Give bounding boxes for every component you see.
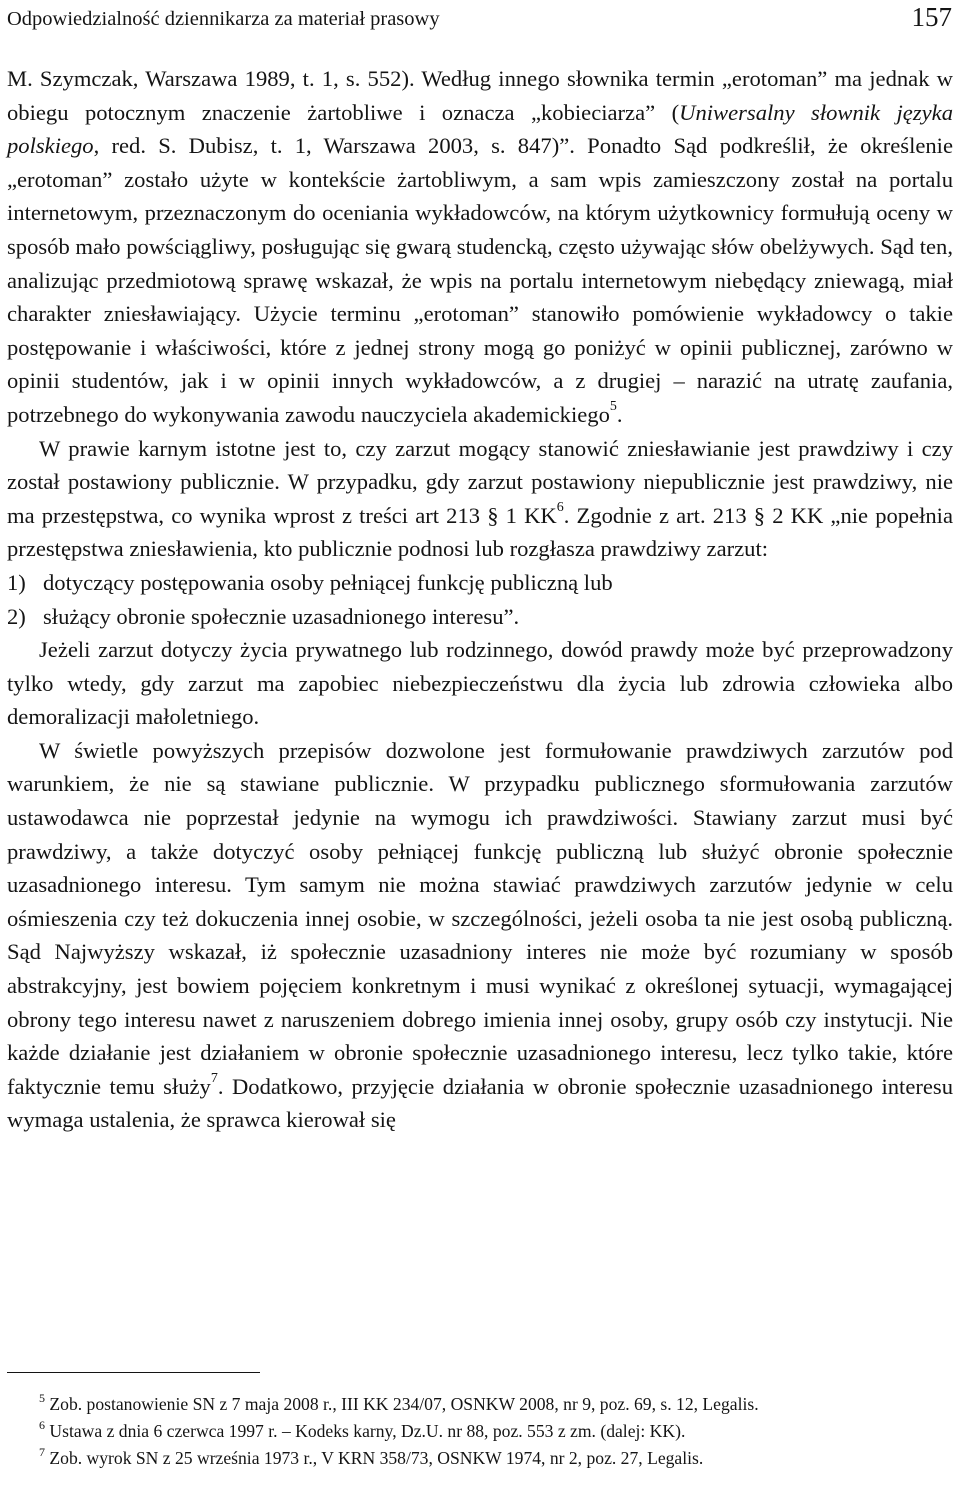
- list-item-number: 1): [7, 569, 26, 595]
- dictionary-title: Uniwersalny słownik języka polskiego: [7, 99, 953, 159]
- footnote-ref-7[interactable]: 7: [210, 1070, 218, 1086]
- footnote-separator: [7, 1372, 260, 1373]
- list-item-text: dotyczący postępowania osoby pełniącej funkcję publiczną lub: [43, 569, 613, 595]
- footnote-text: Ustawa z dnia 6 czerwca 1997 r. – Kodeks karny, Dz.U. nr 88, poz. 553 z zm. (dalej: KK).: [49, 1421, 686, 1441]
- page-number: 157: [911, 2, 952, 32]
- footnote-7: [7, 1445, 953, 1472]
- paragraph-1-text-c: .: [616, 401, 623, 427]
- paragraph-1: [7, 62, 953, 432]
- paragraph-1-text-a: M. Szymczak, Warszawa 1989, t. 1, s. 552). Według innego słownika termin „erotoman” ma jednak w obiegu potocznym znaczenie żartobliwe i oznacza „kobieciarza” (: [7, 66, 953, 125]
- list-item-text: służący obronie społecznie uzasadnionego interesu”.: [43, 603, 520, 629]
- footnote-mark: 7: [39, 1445, 45, 1459]
- footnote-text: Zob. wyrok SN z 25 września 1973 r., V KRN 358/73, OSNKW 1974, nr 2, poz. 27, Legalis.: [49, 1448, 704, 1468]
- paragraph-2-text-a: W prawie karnym istotne jest to, czy zarzut mogący stanowić zniesławianie jest prawdziwy i czy został postawiony publicznie. W przypadku, gdy zarzut postawiony niepublicznie jest prawdziwy, nie ma przestępstwa, co wynika wprost z treści art 213 § 1 KK: [7, 435, 953, 528]
- paragraph-4: [7, 734, 953, 1137]
- list-item-number: 2): [7, 603, 26, 629]
- paragraph-4-text-a: W świetle powyższych przepisów dozwolone jest formułowanie prawdziwych zarzutów pod warunkiem, że nie są stawiane publicznie. W przypadku publicznego sformułowania zarzutów ustawodawca nie poprzestał jedynie na wymogu ich prawdziwości. Stawiany zarzut musi być prawdziwy, a także dotyczyć osoby pełniącej funkcję publiczną lub służyć obronie społecznie uzasadnionego interesu. Tym samym nie można stawiać prawdziwych zarzutów jedynie w celu ośmieszenia czy też dokuczenia innej osobie, w szczególności, jeżeli osoba ta nie jest osobą publiczną. Sąd Najwyższy wskazał, iż społecznie uzasadniony interes nie może być rozumiany w sposób abstrakcyjny, jest bowiem pojęciem konkretnym i musi wynikać z określonej sytuacji, wymagającej obrony tego interesu nawet z naruszeniem dobrego imienia innej osoby, grupy osób czy instytucji. Nie każde działanie jest działaniem w obronie społecznie uzasadnionego interesu, lecz tylko takie, które faktycznie temu służy: [7, 737, 953, 1099]
- footnote-text: Zob. postanowienie SN z 7 maja 2008 r., III KK 234/07, OSNKW 2008, nr 9, poz. 69, s. 12, Legalis.: [49, 1394, 759, 1414]
- paragraph-2: [7, 432, 953, 566]
- paragraph-4-text-b: . Dodatkowo, przyjęcie działania w obronie społecznie uzasadnionego interesu wymaga ustalenia, że sprawca kierował się: [7, 1073, 953, 1133]
- paragraph-3: Jeżeli zarzut dotyczy życia prywatnego lub rodzinnego, dowód prawdy może być przeprowadzony tylko wtedy, gdy zarzut ma zapobiec niebezpieczeństwu dla życia lub zdrowia człowieka albo demoralizacji małoletniego.: [7, 637, 953, 730]
- footnotes: [7, 1391, 953, 1472]
- body-text: [7, 62, 953, 1137]
- footnote-6: [7, 1418, 953, 1445]
- footnote-ref-5[interactable]: 5: [609, 398, 617, 414]
- footnote-mark: 5: [39, 1391, 45, 1405]
- paragraph-2-text-b: . Zgodnie z art. 213 § 2 KK „nie popełnia przestępstwa zniesławienia, kto publicznie podnosi lub rozgłasza prawdziwy zarzut:: [7, 502, 953, 562]
- footnote-ref-6[interactable]: 6: [556, 499, 564, 515]
- running-header: [7, 2, 952, 34]
- footnote-mark: 6: [39, 1418, 45, 1432]
- footnote-5: [7, 1391, 953, 1418]
- list-item: [7, 566, 953, 600]
- running-title: Odpowiedzialność dziennikarza za materiał prasowy: [7, 8, 440, 30]
- list-item: [7, 600, 953, 634]
- paragraph-1-text-b: , red. S. Dubisz, t. 1, Warszawa 2003, s. 847)”. Ponadto Sąd podkreślił, że określenie „erotoman” zostało użyte w kontekście żartobliwym, a sam wpis zamieszczony został na portalu internetowym, przeznaczonym do oceniania wykładowców, na którym użytkownicy formułują oceny w sposób mało powściągliwy, posługując się gwarą studencką, często używając słów obelżywych. Sąd ten, analizując przedmiotową sprawę wskazał, że wpis na portalu internetowym niebędący zniewagą, miał charakter zniesławiający. Użycie terminu „erotoman” stanowiło pomówienie wykładowcy o takie postępowanie i właściwości, które z jednej strony mogą go poniżyć w opinii publicznej, zarówno w opinii studentów, jak i w opinii innych wykładowców, a z drugiej – narazić na utratę zaufania, potrzebnego do wykonywania zawodu nauczyciela akademickiego: [7, 133, 953, 427]
